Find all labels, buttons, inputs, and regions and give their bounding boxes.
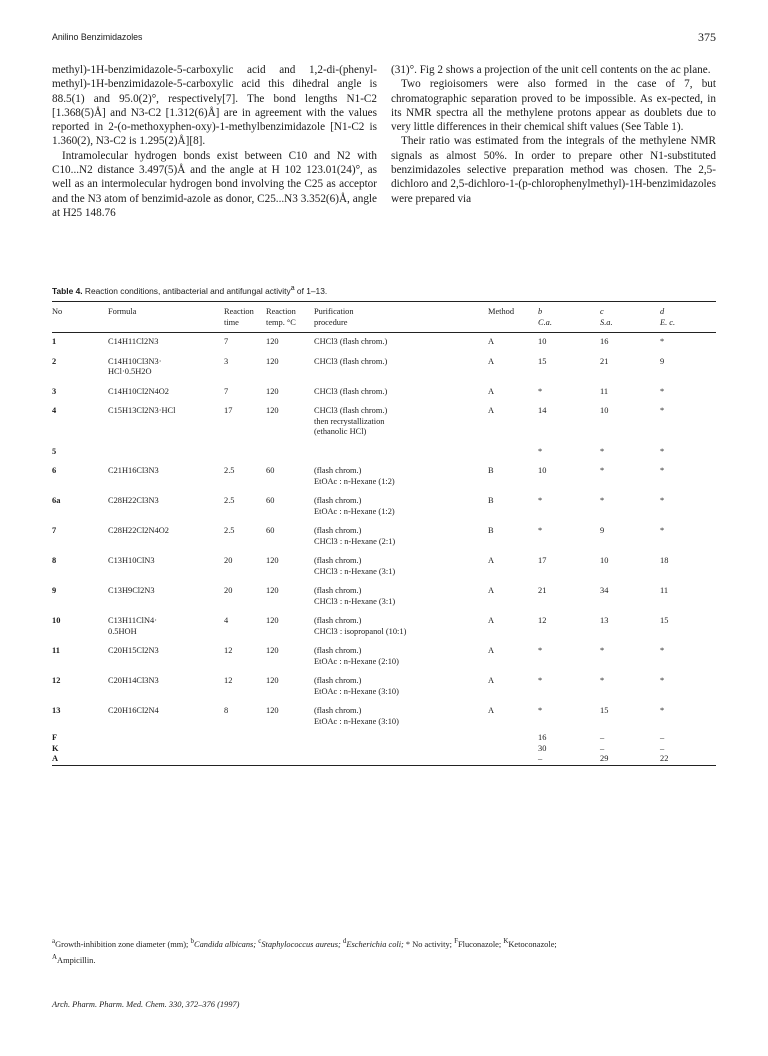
cell-method: B [488, 466, 494, 475]
table-row [52, 383, 716, 403]
cell-method [488, 443, 538, 463]
cell-no: 6a [52, 496, 61, 505]
cell-c: – [600, 733, 605, 742]
cell-purification [314, 443, 488, 463]
cell-purification: CHCl3 (flash chrom.) [314, 337, 388, 346]
cell-c: 16 [600, 337, 609, 346]
cell-purification: (flash chrom.) CHCl3 : isopropanol (10:1) [314, 616, 407, 636]
cell-d: * [660, 337, 665, 346]
cell-c: – [600, 743, 605, 753]
reference-row [52, 754, 716, 765]
results-table [52, 301, 716, 766]
cell-b: – [538, 754, 600, 765]
cell-no: 7 [52, 526, 57, 535]
cell-no: 4 [52, 406, 57, 415]
cell-c: 34 [600, 586, 609, 595]
empty-cell [314, 732, 488, 744]
cell-temp: 120 [266, 356, 279, 366]
cell-purification: (flash chrom.) CHCl3 : n-Hexane (3:1) [314, 586, 396, 606]
cell-temp [266, 443, 314, 463]
table-row [52, 642, 716, 672]
cell-no: 2 [52, 356, 57, 366]
cell-b: * [538, 496, 543, 505]
cell-no: 8 [52, 556, 57, 565]
table-row [52, 353, 716, 383]
cell-d: * [660, 526, 665, 535]
reference-row [52, 732, 716, 744]
cell-d: 11 [660, 586, 669, 595]
cell-temp: 120 [266, 556, 279, 565]
cell-method: A [488, 556, 495, 565]
cell-formula: C28H22Cl2N4O2 [108, 526, 169, 535]
header-temp: Reaction temp. °C [266, 302, 314, 333]
right-paragraph-1: (31)°. Fig 2 shows a projection of the unit cell contents on the ac plane. [391, 64, 711, 76]
cell-method: A [488, 386, 495, 396]
cell-c: 11 [600, 386, 609, 396]
table-row [52, 612, 716, 642]
cell-b: * [538, 706, 543, 715]
cell-b: * [538, 386, 543, 396]
cell-d: * [660, 676, 665, 685]
cell-d: * [660, 646, 665, 655]
cell-temp: 120 [266, 706, 279, 715]
table-row [52, 702, 716, 732]
cell-temp: 120 [266, 646, 279, 655]
cell-temp: 120 [266, 586, 279, 595]
header-method: Method [488, 302, 538, 333]
cell-no: 13 [52, 706, 61, 715]
cell-no: K [52, 743, 59, 753]
cell-method: A [488, 356, 495, 366]
table-row [52, 552, 716, 582]
cell-d: 22 [660, 754, 716, 765]
cell-no: 6 [52, 466, 57, 475]
cell-purification: (flash chrom.) EtOAc : n-Hexane (3:10) [314, 676, 399, 696]
cell-c: 10 [600, 556, 609, 565]
cell-no: 3 [52, 386, 57, 396]
cell-d: 18 [660, 556, 669, 565]
cell-no: 1 [52, 337, 57, 346]
cell-no: 9 [52, 586, 57, 595]
cell-purification: (flash chrom.) CHCl3 : n-Hexane (3:1) [314, 556, 396, 576]
cell-no: 11 [52, 646, 60, 655]
cell-method: A [488, 616, 495, 625]
cell-b: 10 [538, 466, 547, 475]
table-row [52, 582, 716, 612]
table-body [52, 333, 716, 766]
empty-cell [314, 754, 488, 765]
cell-b: * [538, 446, 543, 456]
cell-no: 10 [52, 616, 61, 625]
cell-time: 7 [224, 337, 229, 346]
cell-time: 12 [224, 646, 233, 655]
cell-b: 15 [538, 356, 547, 366]
empty-cell [488, 732, 538, 744]
header-no: No [52, 302, 108, 333]
cell-method: A [488, 676, 495, 685]
cell-b: 14 [538, 406, 547, 415]
cell-time: 4 [224, 616, 229, 625]
header-purification: Purification procedure [314, 302, 488, 333]
table-row [52, 462, 716, 492]
cell-c: 9 [600, 526, 605, 535]
empty-cell [108, 744, 224, 755]
cell-purification: CHCl3 (flash chrom.) [314, 356, 388, 366]
cell-d: * [660, 706, 665, 715]
running-head [52, 30, 716, 44]
left-paragraph-1: methyl)-1H-benzimidazole-5-carboxylic acid and 1,2-di-(phenyl-methyl)-1H-benzimidazole-5-carboxylic acid this dihedral angle is 88.5(1) and 95.0(2)°, respectively[7]. The bond lengths N1-C2 [1.368(5)Å] and N3-C2 [1.312(6)Å] are in agreement with the values reported in 2-(o-methoxyphen-oxy)-1-methylbenzimidazole [N1-C2 is 1.360(2), N3-C2 is 1.295(2)Å][8]. [52, 64, 377, 148]
table-caption [52, 285, 327, 296]
cell-formula: C20H16Cl2N4 [108, 706, 159, 715]
cell-b: 30 [538, 743, 547, 753]
cell-formula: C21H16Cl3N3 [108, 466, 159, 475]
cell-d: – [660, 743, 665, 753]
cell-temp: 60 [266, 496, 275, 505]
cell-d: – [660, 733, 665, 742]
table-caption-text: Reaction conditions, antibacterial and antifungal activity [84, 285, 291, 296]
cell-temp: 120 [266, 337, 279, 346]
cell-formula: C13H9Cl2N3 [108, 586, 155, 595]
cell-time: 2.5 [224, 466, 235, 475]
left-paragraph-2: Intramolecular hydrogen bonds exist between C10 and N2 with C10...N2 distance 3.497(5)Å and the angle at H 102 123.01(24)°, as well as an intermolecular hydrogen bond involving the C25 as acceptor and the N3 atom of benzimid-azole as donor, C25...N3 3.352(6)Å, angle at H25 148.76 [52, 149, 377, 219]
empty-cell [266, 744, 314, 755]
cell-d: * [660, 496, 665, 505]
body-text [52, 63, 716, 275]
running-title: Anilino Benzimidazoles [52, 32, 143, 42]
cell-temp: 120 [266, 676, 279, 685]
cell-b: 10 [538, 337, 547, 346]
empty-cell [224, 744, 266, 755]
cell-c: 21 [600, 356, 609, 366]
cell-temp: 120 [266, 406, 279, 415]
empty-cell [488, 754, 538, 765]
cell-formula: C14H10Cl3N3· HCl·0.5H2O [108, 356, 162, 376]
cell-temp: 60 [266, 466, 275, 475]
cell-b: 12 [538, 616, 547, 625]
cell-formula: C13H11ClN4· 0.5HOH [108, 616, 158, 636]
cell-no: 12 [52, 676, 61, 685]
cell-formula [108, 443, 224, 463]
cell-time: 20 [224, 556, 233, 565]
cell-d: * [660, 386, 665, 396]
cell-purification: (flash chrom.) EtOAc : n-Hexane (3:10) [314, 706, 399, 726]
header-b: b C.a. [538, 302, 600, 333]
cell-c: * [600, 646, 605, 655]
page-number: 375 [698, 30, 716, 44]
table-row [52, 492, 716, 522]
empty-cell [108, 754, 224, 765]
cell-method: B [488, 526, 494, 535]
cell-purification: (flash chrom.) CHCl3 : n-Hexane (2:1) [314, 526, 396, 546]
cell-d: * [660, 466, 665, 475]
table-row [52, 333, 716, 353]
cell-d: 9 [660, 356, 665, 366]
header-time: Reaction time [224, 302, 266, 333]
table-row [52, 522, 716, 552]
empty-cell [266, 754, 314, 765]
cell-formula: C15H13Cl2N3·HCl [108, 406, 176, 415]
table-footnote: $^a$Growth-inhibition zone diameter (mm); $^b$Candida albicans; $^c$Staphylococcus aureus; $^d$Escherichia coli; * No activity; $^F$Fluconazole; $^K$Ketoconazole; $^A$Ampicillin. [52, 937, 557, 965]
cell-temp: 120 [266, 616, 279, 625]
cell-formula: C20H15Cl2N3 [108, 646, 159, 655]
cell-formula: C13H10ClN3 [108, 556, 155, 565]
cell-formula: C14H11Cl2N3 [108, 337, 159, 346]
cell-method: A [488, 706, 495, 715]
cell-c: * [600, 676, 605, 685]
cell-time: 17 [224, 406, 233, 415]
right-paragraph-2: Two regioisomers were also formed in the case of 7, but chromatographic separation proved to be impossible. As ex-pected, in its NMR spectra all the methylene protons appear as doublets due to very little differences in their chemical shift values (See Table 1). [391, 78, 716, 134]
table-caption-suffix: of 1–13. [296, 285, 328, 296]
cell-formula: C14H10Cl2N4O2 [108, 386, 169, 396]
table-caption-sup: a [290, 285, 295, 292]
cell-temp: 120 [266, 386, 279, 396]
cell-time: 3 [224, 356, 229, 366]
cell-c: 29 [600, 754, 660, 765]
cell-c: * [600, 496, 605, 505]
cell-time: 12 [224, 676, 233, 685]
header-c: c S.a. [600, 302, 660, 333]
empty-cell [266, 732, 314, 744]
cell-c: * [600, 466, 605, 475]
cell-no: F [52, 733, 58, 742]
cell-temp: 60 [266, 526, 275, 535]
cell-method: A [488, 646, 495, 655]
cell-b: * [538, 646, 543, 655]
cell-purification: (flash chrom.) EtOAc : n-Hexane (1:2) [314, 466, 395, 486]
cell-time: 7 [224, 386, 229, 396]
table-row [52, 443, 716, 463]
empty-cell [108, 732, 224, 744]
empty-cell [224, 732, 266, 744]
cell-purification: (flash chrom.) EtOAc : n-Hexane (2:10) [314, 646, 399, 666]
empty-cell [314, 744, 488, 755]
cell-b: * [538, 526, 543, 535]
cell-time: 8 [224, 706, 229, 715]
cell-purification: CHCl3 (flash chrom.) then recrystallization (ethanolic HCl) [314, 406, 388, 436]
right-column [391, 63, 716, 206]
cell-formula: C28H22Cl3N3 [108, 496, 159, 505]
cell-formula: C20H14Cl3N3 [108, 676, 159, 685]
cell-b: 17 [538, 556, 547, 565]
cell-c: 13 [600, 616, 609, 625]
cell-method: A [488, 337, 495, 346]
table-header-row [52, 302, 716, 333]
cell-b: * [538, 676, 543, 685]
cell-b: 21 [538, 586, 547, 595]
reference-row [52, 744, 716, 755]
right-paragraph-3: Their ratio was estimated from the integrals of the methylene NMR signals as almost 50%. In order to prepare other N1-substituted benzimidazoles selective preparation method was chosen. The 2,5-dichloro and 2,5-dichloro-1-(p-chlorophenylmethyl)-1H-benzimidazoles were prepared via [391, 135, 716, 205]
cell-time [224, 443, 266, 463]
cell-time: 2.5 [224, 496, 235, 505]
cell-method: B [488, 496, 494, 505]
cell-no: 5 [52, 446, 57, 456]
cell-method: A [488, 586, 495, 595]
journal-footer: Arch. Pharm. Pharm. Med. Chem. 330, 372–376 (1997) [52, 1000, 240, 1009]
cell-c: 10 [600, 406, 609, 415]
cell-no: A [52, 754, 108, 765]
cell-purification: CHCl3 (flash chrom.) [314, 386, 388, 396]
cell-time: 20 [224, 586, 233, 595]
cell-b: 16 [538, 733, 547, 742]
cell-method: A [488, 406, 495, 415]
empty-cell [224, 754, 266, 765]
header-d: d E. c. [660, 302, 716, 333]
cell-d: * [660, 406, 665, 415]
cell-c: * [600, 446, 605, 456]
table-caption-label: Table 4. [52, 285, 83, 296]
cell-d: 15 [660, 616, 669, 625]
cell-c: 15 [600, 706, 609, 715]
table-row [52, 672, 716, 702]
left-column [52, 63, 377, 220]
header-formula: Formula [108, 302, 224, 333]
cell-d: * [660, 446, 665, 456]
empty-cell [488, 744, 538, 755]
table-row [52, 402, 716, 443]
cell-purification: (flash chrom.) EtOAc : n-Hexane (1:2) [314, 496, 395, 516]
cell-time: 2.5 [224, 526, 235, 535]
